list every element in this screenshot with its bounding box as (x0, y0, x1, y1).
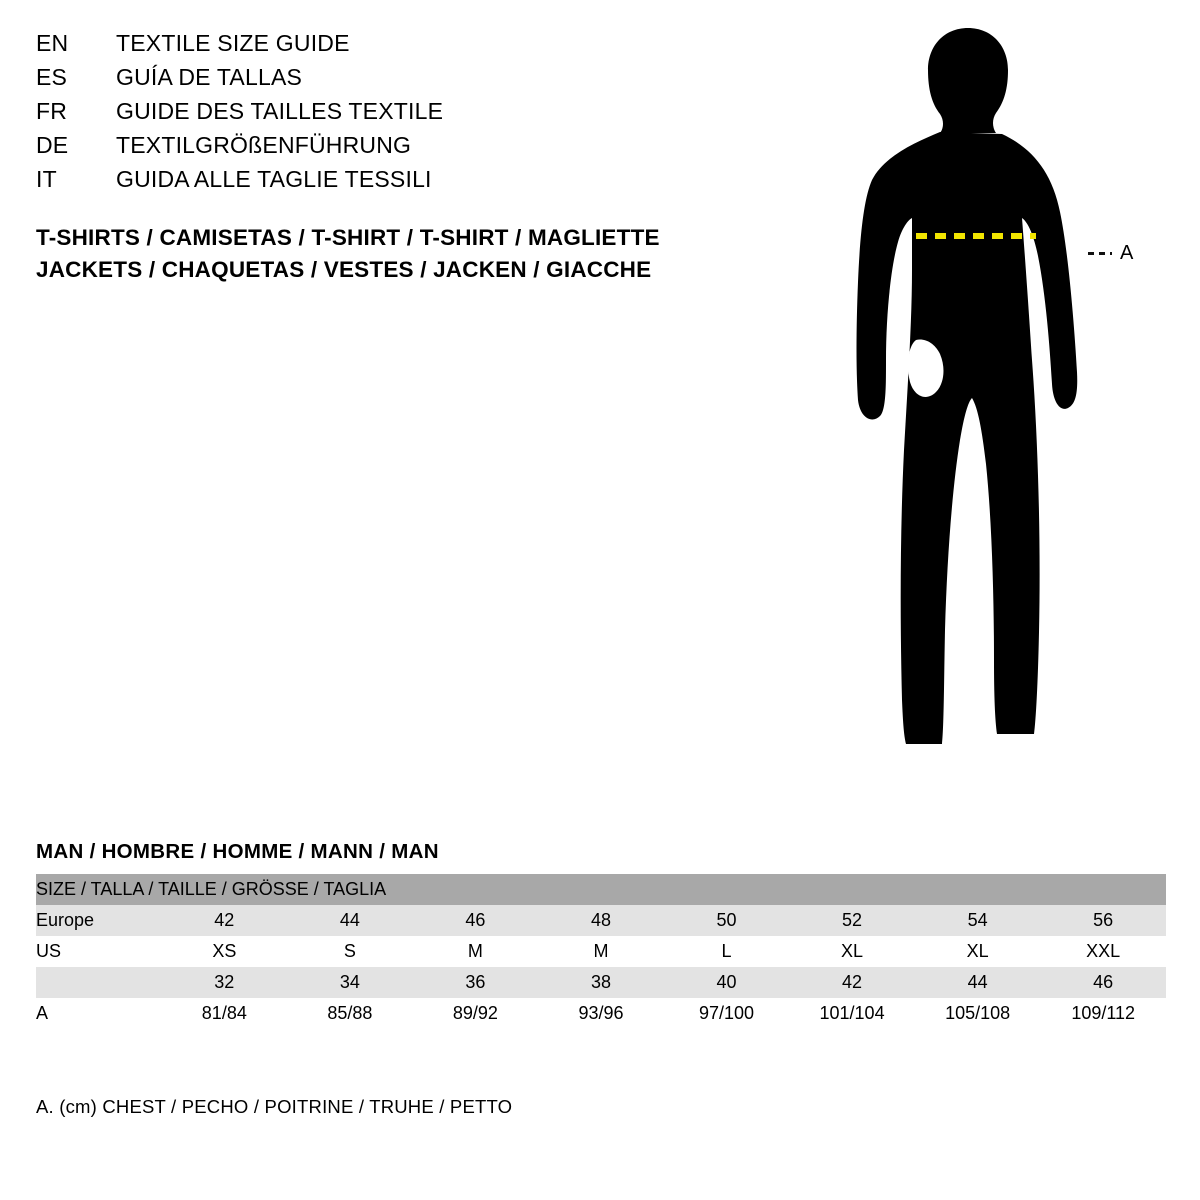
language-code: IT (36, 166, 57, 192)
cell-us-2: S (287, 936, 413, 967)
cell-a-1: 81/84 (162, 998, 288, 1029)
row-label-us: US (36, 936, 162, 967)
cell-europe-5: 50 (664, 905, 790, 936)
cell-num-2: 34 (287, 967, 413, 998)
size-table-section (36, 840, 1166, 1029)
cell-us-3: M (413, 936, 539, 967)
row-label-europe: Europe (36, 905, 162, 936)
cell-europe-7: 54 (915, 905, 1041, 936)
cell-a-5: 97/100 (664, 998, 790, 1029)
garment-line-jackets: JACKETS / CHAQUETAS / VESTES / JACKEN / GIACCHE (36, 257, 652, 282)
language-row (36, 132, 736, 166)
row-label-a: A (36, 998, 162, 1029)
cell-num-8: 46 (1040, 967, 1166, 998)
body-silhouette-figure (820, 20, 1180, 800)
silhouette-svg (820, 20, 1180, 800)
cell-a-6: 101/104 (789, 998, 915, 1029)
table-header-label: SIZE / TALLA / TAILLE / GRÖSSE / TAGLIA (36, 874, 1166, 905)
row-label-numeric (36, 967, 162, 998)
language-text: GUÍA DE TALLAS (116, 64, 303, 90)
cell-num-7: 44 (915, 967, 1041, 998)
size-table (36, 874, 1166, 1029)
language-list (36, 30, 736, 200)
table-row (36, 967, 1166, 998)
cell-us-7: XL (915, 936, 1041, 967)
cell-num-5: 40 (664, 967, 790, 998)
language-code: FR (36, 98, 68, 124)
cell-us-6: XL (789, 936, 915, 967)
measure-leader-dashes (1088, 252, 1112, 255)
cell-us-5: L (664, 936, 790, 967)
table-row (36, 905, 1166, 936)
language-text: GUIDE DES TAILLES TEXTILE (116, 98, 444, 124)
cell-a-2: 85/88 (287, 998, 413, 1029)
cell-us-4: M (538, 936, 664, 967)
garment-type-list (36, 222, 796, 286)
language-code: EN (36, 30, 69, 56)
garment-line-tshirts: T-SHIRTS / CAMISETAS / T-SHIRT / T-SHIRT / MAGLIETTE (36, 225, 660, 250)
cell-europe-6: 52 (789, 905, 915, 936)
cell-a-7: 105/108 (915, 998, 1041, 1029)
cell-num-4: 38 (538, 967, 664, 998)
cell-num-1: 32 (162, 967, 288, 998)
footnote-chest-measurement: A. (cm) CHEST / PECHO / POITRINE / TRUHE / PETTO (36, 1096, 513, 1117)
language-text: TEXTILGRÖßENFÜHRUNG (116, 132, 412, 158)
cell-europe-2: 44 (287, 905, 413, 936)
cell-num-3: 36 (413, 967, 539, 998)
cell-a-8: 109/112 (1040, 998, 1166, 1029)
language-text: GUIDA ALLE TAGLIE TESSILI (116, 166, 432, 192)
cell-num-6: 42 (789, 967, 915, 998)
cell-a-4: 93/96 (538, 998, 664, 1029)
table-row (36, 998, 1166, 1029)
language-row (36, 98, 736, 132)
cell-us-1: XS (162, 936, 288, 967)
cell-a-3: 89/92 (413, 998, 539, 1029)
language-row (36, 166, 736, 200)
cell-europe-8: 56 (1040, 905, 1166, 936)
language-text: TEXTILE SIZE GUIDE (116, 30, 350, 56)
measure-label-a: A (1120, 242, 1134, 264)
cell-us-8: XXL (1040, 936, 1166, 967)
table-title-man: MAN / HOMBRE / HOMME / MANN / MAN (36, 840, 439, 863)
table-header-row (36, 874, 1166, 905)
cell-europe-3: 46 (413, 905, 539, 936)
cell-europe-4: 48 (538, 905, 664, 936)
language-code: DE (36, 132, 69, 158)
cell-europe-1: 42 (162, 905, 288, 936)
language-row (36, 30, 736, 64)
language-code: ES (36, 64, 68, 90)
table-row (36, 936, 1166, 967)
language-row (36, 64, 736, 98)
